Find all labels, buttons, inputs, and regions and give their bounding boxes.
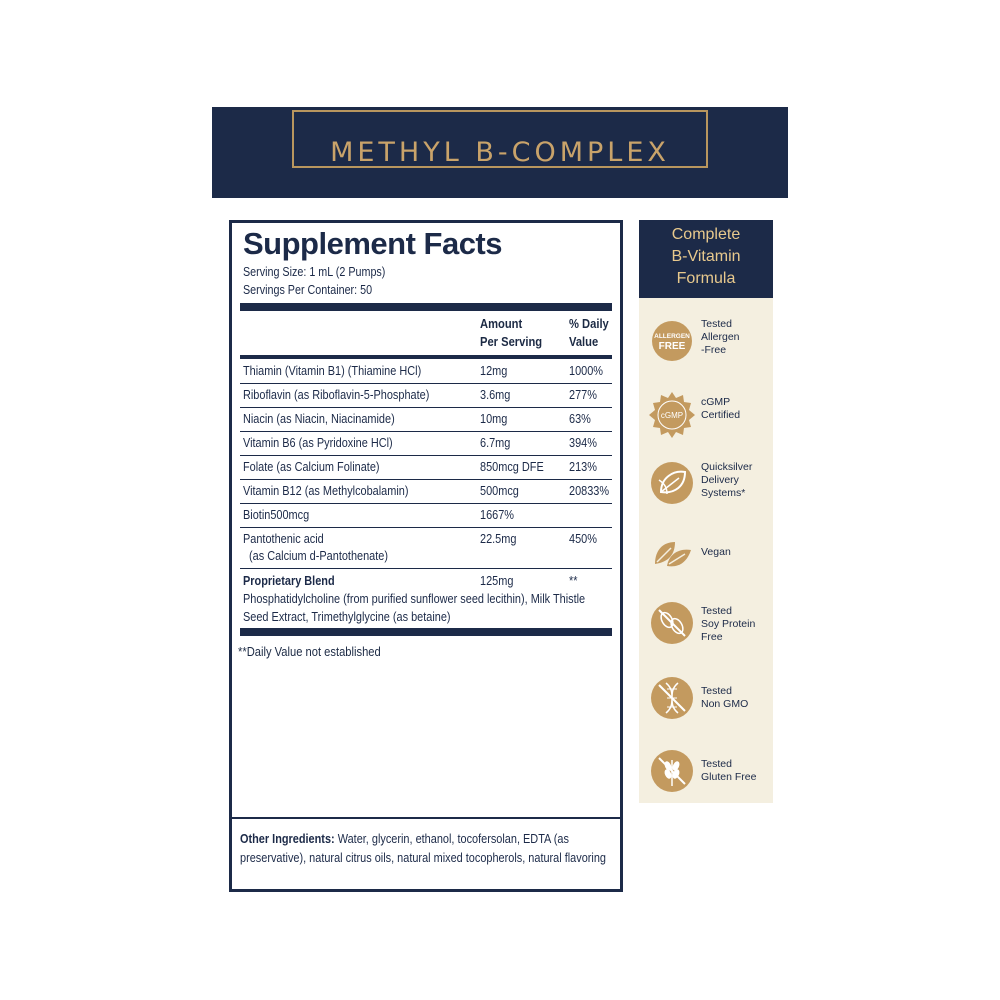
column-header-amount: Amount Per Serving <box>480 316 543 349</box>
vegan-leaf-icon <box>647 528 697 578</box>
cgmp-icon-text: cGMP <box>660 411 684 420</box>
blend-name: Proprietary Blend <box>243 573 335 588</box>
soy-free-icon <box>647 598 697 648</box>
supplement-facts-panel <box>229 220 623 892</box>
section-divider <box>232 817 620 819</box>
nutrient-amount: 1667% <box>480 507 515 522</box>
nutrient-amount: 6.7mg <box>480 435 511 450</box>
nutrient-name: Pantothenic acid <box>243 531 324 546</box>
blend-daily-value: ** <box>569 573 578 588</box>
nutrient-row <box>240 432 612 456</box>
nutrient-daily-value: 63% <box>569 411 591 426</box>
nutrient-name: Biotin500mcg <box>243 507 310 522</box>
badge-cgmp <box>647 390 765 446</box>
nutrient-daily-value: 20833% <box>569 483 610 498</box>
product-banner <box>212 107 788 198</box>
nutrient-daily-value: 213% <box>569 459 597 474</box>
column-header-daily-value: % Daily Value <box>569 316 609 349</box>
badge-quicksilver <box>647 458 765 514</box>
allergen-icon-text: ALLERGEN <box>654 333 690 340</box>
badge-label: Tested Gluten Free <box>701 758 757 783</box>
nutrient-name: Niacin (as Niacin, Niacinamide) <box>243 411 395 426</box>
other-ingredients-label: Other Ingredients: <box>240 831 335 846</box>
badge-gluten-free <box>647 746 765 802</box>
allergen-free-icon <box>647 316 697 366</box>
other-ingredients <box>240 829 618 867</box>
serving-size: Serving Size: 1 mL (2 Pumps) <box>243 265 386 279</box>
nutrient-row <box>240 408 612 432</box>
blend-ingredients: Phosphatidylcholine (from purified sunflower seed lecithin), Milk Thistle Seed Extract, Trimethylglycine (as betaine) <box>243 591 586 624</box>
nutrient-name: Folate (as Calcium Folinate) <box>243 459 380 474</box>
badge-soy-free <box>647 598 765 654</box>
facts-title: Supplement Facts <box>243 226 502 261</box>
quicksilver-leaf-icon <box>647 458 697 508</box>
nutrient-row <box>240 528 612 569</box>
nutrient-amount: 10mg <box>480 411 508 426</box>
nutrient-amount: 850mcg DFE <box>480 459 544 474</box>
badge-label: Tested Non GMO <box>701 685 749 710</box>
badge-label: Tested Soy Protein Free <box>701 605 756 643</box>
sidebar-header <box>639 220 773 298</box>
thick-rule-bottom <box>240 628 612 636</box>
badge-label: Vegan <box>701 546 731 558</box>
nutrient-name: Vitamin B6 (as Pyridoxine HCl) <box>243 435 393 450</box>
nutrient-daily-value: 450% <box>569 531 597 546</box>
nutrient-daily-value: 394% <box>569 435 597 450</box>
badge-label: Tested Allergen -Free <box>701 318 740 356</box>
nutrient-row <box>240 504 612 528</box>
nutrient-daily-value: 277% <box>569 387 597 402</box>
medium-rule <box>240 355 612 359</box>
allergen-icon-text-free: FREE <box>658 341 686 352</box>
nutrient-row <box>240 480 612 504</box>
nutrient-name: Thiamin (Vitamin B1) (Thiamine HCl) <box>243 363 422 378</box>
nutrient-amount: 12mg <box>480 363 508 378</box>
badge-non-gmo <box>647 673 765 729</box>
nutrient-daily-value: 1000% <box>569 363 604 378</box>
servings-per-container: Servings Per Container: 50 <box>243 283 373 297</box>
nutrient-row <box>240 384 612 408</box>
nutrient-amount: 22.5mg <box>480 531 517 546</box>
nutrient-name: Vitamin B12 (as Methylcobalamin) <box>243 483 409 498</box>
sidebar-header-text: Complete B-Vitamin Formula <box>671 226 741 287</box>
blend-amount: 125mg <box>480 573 514 588</box>
daily-value-footnote: **Daily Value not established <box>238 644 381 659</box>
gluten-free-icon <box>647 746 697 796</box>
nutrient-row <box>240 360 612 384</box>
nutrient-amount: 3.6mg <box>480 387 511 402</box>
product-title: METHYL B-COMPLEX <box>330 137 670 168</box>
badge-list <box>639 298 773 803</box>
nutrient-amount: 500mcg <box>480 483 519 498</box>
thick-rule <box>240 303 612 311</box>
other-ingredients-text: Water, glycerin, ethanol, tocofersolan, EDTA (as preservative), natural citrus oils, natural mixed tocopherols, natural flavoring <box>240 831 606 865</box>
badge-label: cGMP Certified <box>701 396 741 421</box>
cgmp-seal-icon <box>647 390 697 440</box>
non-gmo-icon <box>647 673 697 723</box>
nutrient-source: (as Calcium d-Pantothenate) <box>249 548 389 563</box>
nutrient-name: Riboflavin (as Riboflavin-5-Phosphate) <box>243 387 430 402</box>
badge-label: Quicksilver Delivery Systems* <box>701 461 753 499</box>
badge-allergen-free <box>647 316 765 372</box>
nutrient-row <box>240 456 612 480</box>
badge-vegan <box>647 528 765 584</box>
